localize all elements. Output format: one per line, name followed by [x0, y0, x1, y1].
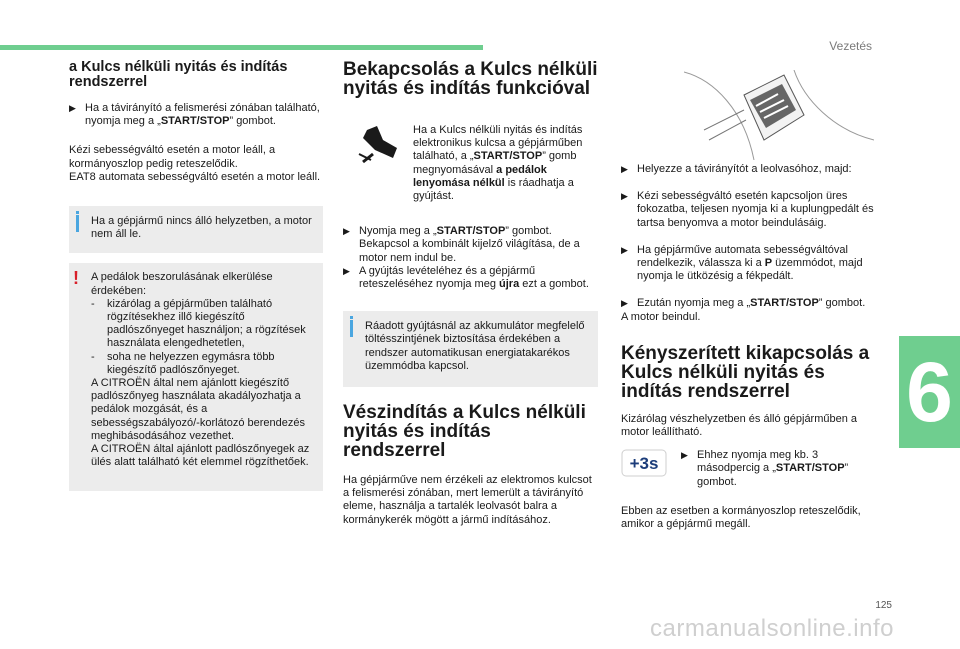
col2-title: Bekapcsolás a Kulcs nélküli nyitás és indítás funkcióval [343, 59, 598, 99]
badge-text: +3s [629, 454, 659, 474]
col3-title2: Kényszerített kikapcsolás a Kulcs nélküli nyitás és indítás rendszerrel [621, 342, 870, 402]
col2-bullet [343, 225, 598, 265]
col3-bullet-text: Kézi sebességváltó esetén kapcsoljon üres fokozatba, teljesen nyomja ki a kuplungpedált és tartsa benyomva a motor beindulásáig. [637, 190, 874, 229]
start-stop-label: START/STOP [750, 297, 819, 310]
info-box [69, 206, 323, 253]
forced-stop-block [621, 449, 879, 489]
col2-bullet [343, 265, 598, 291]
warning-icon: ! [73, 268, 79, 289]
bullet-marker-icon: ▶ [681, 450, 688, 461]
text: Ezután nyomja meg a „ [637, 297, 751, 310]
col3-bullet [621, 297, 879, 310]
warning-item-text: kizárólag a gépjárműben található rögzítésekhez illő kiegészítő padlószőnyeget használjon; a rögzítések használata elengedhetetlen, [107, 297, 306, 350]
bullet-marker-icon: ▶ [69, 103, 76, 113]
col3-paragraph: Kizárólag vészhelyzetben és álló gépjárműben a motor leállítható. [621, 412, 858, 439]
col1-bullet [69, 102, 323, 128]
col2-paragraph: Ha gépjárműve nem érzékeli az elektromos kulcsot a felismerési zónában, mert lemerült a távirányító eleme, használja a tartalék leolvasót balra a kormánykerék mögött a jármű indításához. [343, 474, 592, 526]
col3-bullet [621, 190, 879, 230]
emphasis: újra [499, 278, 520, 291]
text: Ha a távirányító a felismerési zónában található, nyomja meg a „ [85, 102, 320, 128]
watermark: carmanualsonline.info [650, 615, 894, 642]
col2-title2: Vészindítás a Kulcs nélküli nyitás és indítás rendszerrel [343, 402, 586, 462]
gear-p-label: P [764, 257, 773, 270]
text: ” gombot. [697, 462, 849, 488]
text: is ráadhatja a gyújtást. [413, 176, 574, 203]
foot-off-pedal-icon [357, 124, 403, 164]
text: ” gombot. Bekapcsol a kombinált kijelző világítása, de a motor nem indul be. [359, 225, 580, 264]
text: Nyomja meg a „ [359, 225, 437, 238]
warning-paragraph: A CITROËN által ajánlott padlószőnyegek az ülés alatt található két elemmel rögzíthetőek. [91, 443, 310, 469]
text: üzemmódot, majd nyomja le ütközésig a fékpedált. [637, 257, 863, 283]
col3-paragraph2: Ebben az esetben a kormányoszlop reteszelődik, amikor a gépjármű megáll. [621, 504, 861, 531]
bullet-marker-icon: ▶ [621, 244, 628, 255]
bullet-marker-icon: ▶ [343, 265, 350, 276]
text: Ha a Kulcs nélküli nyitás és indítás elektronikus kulcsa a gépjárműben található, a „ [413, 124, 583, 163]
page-number: 125 [875, 600, 892, 611]
warning-item: - kizárólag a gépjárműben található rögzítésekhez illő kiegészítő padlószőnyeget használjon; a rögzítések használata elengedhetetlen, [91, 298, 315, 351]
emphasis: a pedálok lenyomása nélkül [413, 163, 547, 189]
col3-bullet [621, 163, 879, 176]
bullet-marker-icon: ▶ [621, 191, 628, 202]
text: A gyújtás levételéhez és a gépjármű reteszeléséhez nyomja meg [359, 264, 536, 291]
keyless-icon-text [413, 124, 598, 203]
col3-bullet [621, 244, 879, 284]
chapter-tab [899, 336, 960, 448]
bullet-marker-icon: ▶ [621, 298, 628, 309]
start-stop-label: START/STOP [160, 115, 230, 128]
col1-paragraph: Kézi sebességváltó esetén a motor leáll, a kormányoszlop pedig reteszelődik. [69, 144, 276, 170]
info-text: Ráadott gyújtásnál az akkumulátor megfelelő töltésszintjének biztosítása érdekében a rendszer automatikusan energiatakarékos üzemmódba kapcsol. [365, 320, 585, 372]
column-2 [343, 60, 598, 527]
text: ” gomb megnyomásával [413, 150, 577, 176]
header-accent-bar [0, 45, 483, 50]
plus-3-seconds-icon [621, 449, 667, 477]
col1-title: a Kulcs nélküli nyitás és indítás rendszerrel [69, 59, 288, 90]
text: Ehhez nyomja meg kb. 3 másodpercig a „ [697, 449, 819, 475]
warning-paragraph: A CITROËN által nem ajánlott kiegészítő padlószőnyeg használata akadályozhatja a pedálok mozgását, és a sebességszabályozó/-korlátozó berendezés meghibásodásához vezethet. [91, 377, 306, 442]
column-1 [69, 60, 323, 491]
warning-box [69, 263, 323, 491]
col3-bullet [681, 449, 879, 489]
info-box [343, 311, 598, 387]
keyless-icon-block [343, 124, 598, 203]
bullet-marker-icon: ▶ [343, 226, 350, 237]
start-stop-label: START/STOP [473, 150, 543, 163]
info-icon [350, 320, 353, 337]
col3-bullet-text: Helyezze a távirányítót a leolvasóhoz, majd: [637, 163, 852, 175]
warning-item: - soha ne helyezzen egymásra több kiegészítő padlószőnyeget. [91, 351, 315, 377]
info-icon [76, 215, 79, 232]
warning-intro: A pedálok beszorulásának elkerülése érdekében: [91, 271, 273, 297]
start-stop-label: START/STOP [436, 225, 506, 238]
start-stop-label: START/STOP [775, 462, 845, 475]
key-reader-illustration [684, 70, 874, 160]
section-title: Vezetés [829, 39, 872, 53]
text: ” gombot. [818, 297, 866, 310]
chapter-number: 6 [906, 345, 953, 439]
column-3 [621, 163, 879, 531]
col1-paragraph: EAT8 automata sebességváltó esetén a motor leáll. [69, 170, 321, 183]
text: ” gombot. [229, 115, 276, 128]
text: Ha gépjárműve automata sebességváltóval rendelkezik, válassza ki a [637, 243, 848, 270]
text: ezt a gombot. [519, 278, 589, 291]
info-text: Ha a gépjármű nincs álló helyzetben, a motor nem áll le. [91, 215, 312, 241]
bullet-marker-icon: ▶ [621, 164, 628, 174]
col3-after: A motor beindul. [621, 310, 701, 323]
warning-item-text: soha ne helyezzen egymásra több kiegészítő padlószőnyeget. [107, 350, 275, 376]
